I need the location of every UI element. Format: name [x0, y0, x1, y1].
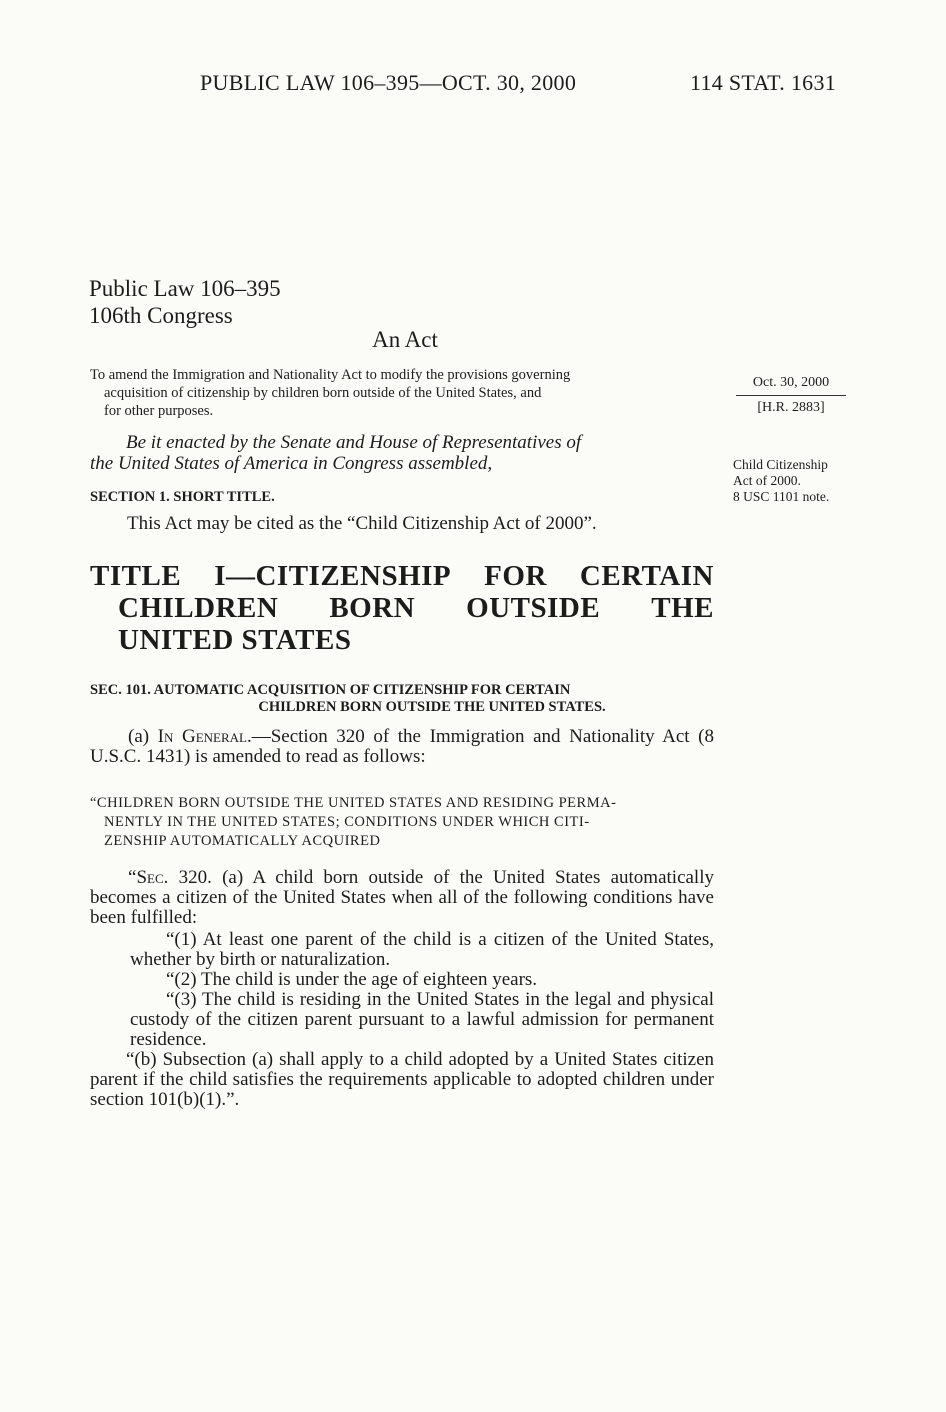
subsection-b-body: “(b) Subsection (a) shall apply to a child adopted by a United States citizen parent if the child satisfies the requirements applicable to adopted children under section 101(b)(1).”.: [90, 1049, 714, 1110]
title-word: I—CITIZENSHIP: [214, 560, 452, 592]
margin-note-line: 8 USC 1101 note.: [733, 489, 830, 504]
purpose-line: acquisition of citizenship by children born outside of the United States, and: [104, 385, 542, 401]
margin-bill-number: [H.R. 2883]: [757, 400, 825, 415]
para-label: (a): [128, 726, 158, 747]
title-word: THE: [651, 592, 714, 624]
title-heading: [90, 560, 714, 656]
section-heading-line: CHILDREN BORN OUTSIDE THE UNITED STATES.: [258, 699, 606, 715]
enacting-line: the United States of America in Congress assembled,: [90, 453, 493, 474]
statute-page-number: 114 STAT. 1631: [690, 70, 837, 95]
subsection-body: .—Section 320 of the Immigration and Nationality Act (8 U.S.C. 1431) is amended to read as follows:: [90, 726, 714, 767]
section-1-heading: SECTION 1. SHORT TITLE.: [90, 489, 275, 505]
section-heading-line: SEC. 101. AUTOMATIC ACQUISITION OF CITIZENSHIP FOR CERTAIN: [90, 682, 571, 698]
sec-label: Sec: [136, 867, 164, 888]
enacting-line: Be it enacted by the Senate and House of Representatives of: [126, 432, 582, 453]
purpose-statement: [90, 366, 714, 420]
list-item-text: “(1) At least one parent of the child is a citizen of the United States, whether by birth or naturalization.: [130, 929, 714, 970]
list-item-text: “(2) The child is under the age of eighteen years.: [166, 969, 538, 990]
title-word: OUTSIDE: [466, 592, 601, 624]
list-item: [90, 930, 714, 970]
section-320-text: [90, 868, 714, 928]
title-word: TITLE: [90, 560, 182, 592]
title-word: FOR: [484, 560, 547, 592]
purpose-line: To amend the Immigration and Nationality Act to modify the provisions governing: [90, 367, 571, 383]
list-item: [90, 970, 714, 990]
title-word: BORN: [329, 592, 416, 624]
margin-note-line: Act of 2000.: [733, 473, 801, 488]
title-line: UNITED STATES: [118, 624, 352, 656]
section-101-heading: [90, 682, 714, 716]
an-act-heading: An Act: [372, 327, 438, 352]
open-quote: “: [128, 867, 137, 888]
title-word: CHILDREN: [118, 592, 279, 624]
subsection-heading: In General: [157, 726, 247, 747]
public-law-number: Public Law 106–395: [89, 276, 281, 301]
section-caption: [90, 794, 714, 851]
list-item-text: “(3) The child is residing in the United States in the legal and physical custody of the citizen parent pursuant to a lawful admission for permanent residence.: [130, 989, 714, 1050]
caption-line: ZENSHIP AUTOMATICALLY ACQUIRED: [104, 833, 381, 849]
congress-number: 106th Congress: [89, 303, 233, 328]
caption-line: “CHILDREN BORN OUTSIDE THE UNITED STATES AND RESIDING PERMA-: [90, 795, 617, 811]
title-word: CERTAIN: [579, 560, 714, 592]
margin-note-line: Child Citizenship: [733, 457, 828, 472]
subsection-b-text: [90, 1050, 714, 1110]
law-heading: [89, 275, 281, 329]
list-item: [90, 990, 714, 1050]
margin-date: Oct. 30, 2000: [736, 375, 846, 396]
section-320-body: . 320. (a) A child born outside of the United States automatically becomes a citizen of the United States when all of the following conditions have been fulfilled:: [90, 867, 714, 928]
enacting-clause: [90, 432, 714, 474]
caption-line: NENTLY IN THE UNITED STATES; CONDITIONS UNDER WHICH CITI-: [104, 814, 590, 830]
purpose-line: for other purposes.: [104, 403, 214, 419]
margin-note: [733, 457, 853, 505]
running-head-citation: PUBLIC LAW 106–395—OCT. 30, 2000: [200, 70, 577, 95]
subsection-a-text: [90, 727, 714, 767]
section-1-text: This Act may be cited as the “Child Citizenship Act of 2000”.: [127, 513, 597, 534]
running-head: [0, 70, 946, 98]
